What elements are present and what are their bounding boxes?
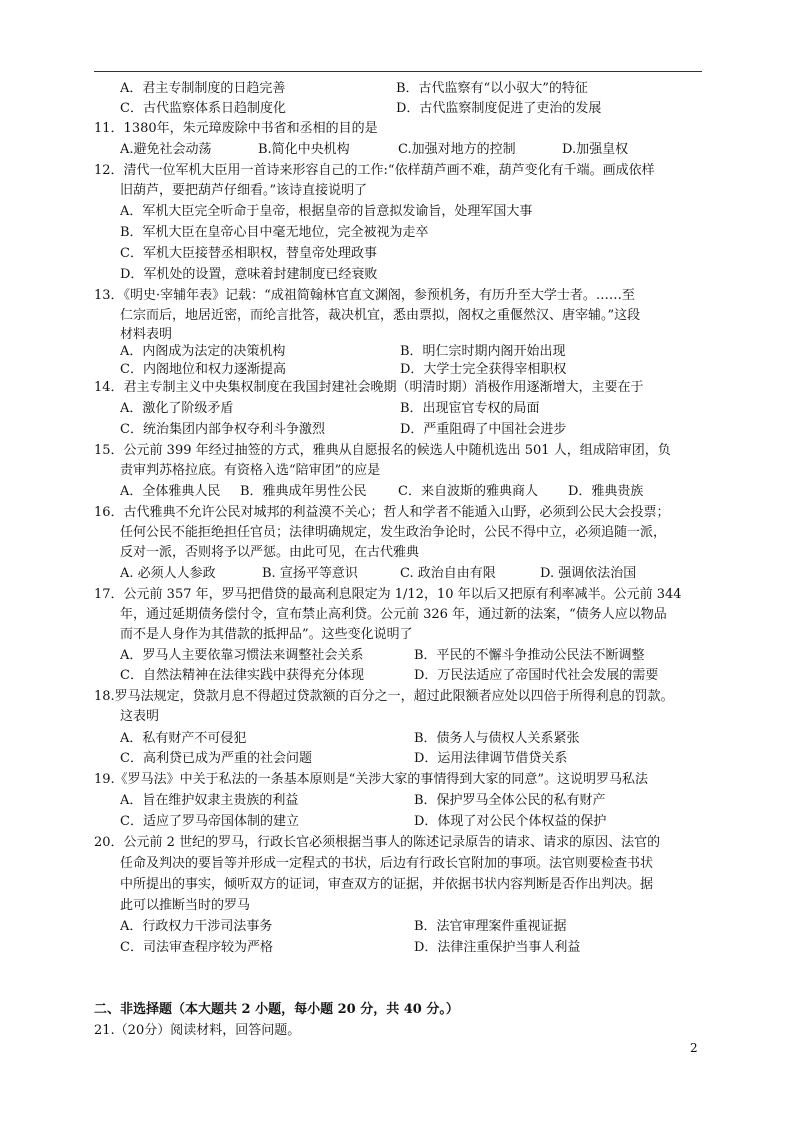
q13-option-b: B．明仁宗时期内阁开始出现 [400,344,566,359]
q19-option-d: D．体现了对公民个体权益的保护 [414,814,607,829]
q15-option-a: A．全体雅典人民 [120,484,221,499]
q14-option-c: C．统治集团内部争权夺利斗争激烈 [120,422,325,437]
section-heading: 二、非选择题（本大题共 2 小题，每小题 20 分，共 40 分。） [94,1002,459,1017]
q19-stem: 19.《罗马法》中关于私法的一条基本原则是“关涉大家的事情得到大家的同意”。这说明罗马私法 [94,772,648,787]
q16-stem-line2: 任何公民不能拒绝担任官员；法律明确规定，发生政治争论时，公民不得中立，必须追随一派， [120,525,667,540]
q20-stem-line1: 20．公元前 2 世纪的罗马，行政长官必须根据当事人的陈述记录原告的请求、请求的原因、法官的 [94,835,661,850]
q17-stem-line2: 年，通过延期债务偿付令，宣布禁止高利贷。公元前 326 年，通过新的法案，“债务人应以物品 [120,607,667,622]
q17-option-c: C．自然法精神在法律实践中获得充分体现 [120,668,364,683]
q12-option-b: B．军机大臣在皇帝心目中毫无地位，完全被视为走卒 [120,225,429,240]
q20-option-c: C．司法审查程序较为严格 [120,940,273,955]
q17-option-b: B．平民的不懈斗争推动公民法不断调整 [414,648,645,663]
q14-option-d: D．严重阻碍了中国社会进步 [400,422,567,437]
q18-stem-line1: 18.罗马法规定，贷款月息不得超过贷款额的百分之一，超过此限额者应处以四倍于所得利息的罚款。 [94,689,674,704]
q19-option-c: C．适应了罗马帝国体制的建立 [120,814,299,829]
q16-option-d: D. 强调依法治国 [540,566,637,581]
q10-option-d: D．古代监察制度促进了吏治的发展 [396,101,602,116]
q10-option-a: A．君主专制制度的日趋完善 [120,81,286,96]
q12-stem-line1: 12．清代一位军机大臣用一首诗来形容自己的工作:“依样葫芦画不难，葫芦变化有千端。画成依样 [94,163,655,178]
q12-option-c: C．军机大臣接替丞相职权，替皇帝处理政事 [120,246,377,261]
q21-stem: 21.（20分）阅读材料，回答问题。 [94,1023,301,1038]
q14-option-a: A．激化了阶级矛盾 [120,401,234,416]
q15-option-b: B．雅典成年男性公民 [240,484,367,499]
q17-option-d: D．万民法适应了帝国时代社会发展的需要 [414,668,659,683]
q15-option-d: D．雅典贵族 [568,484,644,499]
q17-option-a: A．罗马人主要依靠习惯法来调整社会关系 [120,648,364,663]
q12-option-d: D．军机处的设置，意味着封建制度已经衰败 [120,267,378,282]
q20-option-a: A．行政权力干涉司法事务 [120,919,273,934]
q19-option-a: A．旨在维护奴隶主贵族的利益 [120,793,299,808]
q16-stem-line3: 反对一派，否则将予以严惩。由此可见，在古代雅典 [120,545,420,560]
q16-option-a: A. 必须人人参政 [120,566,216,581]
q15-stem-line2: 责审判苏格拉底。有资格入选“陪审团”的应是 [120,463,381,478]
q18-option-c: C．高利贷已成为严重的社会问题 [120,751,312,766]
q12-stem-line2: 旧葫芦，要把葫芦仔细看。”该诗直接说明了 [120,183,368,198]
q11-option-c: C.加强对地方的控制 [398,142,516,157]
q18-stem-line2: 这表明 [120,709,160,724]
q18-option-d: D．运用法律调节借贷关系 [414,751,568,766]
q10-option-c: C．古代监察体系日趋制度化 [120,101,286,116]
q15-stem-line1: 15．公元前 399 年经过抽签的方式，雅典从自愿报名的候选人中随机选出 501 人，组成陪审团，负 [94,443,671,458]
q13-option-d: D．大学士完全获得宰相职权 [400,362,567,377]
q20-stem-line3: 中所提出的事实，倾听双方的证词，审查双方的证据，并依据书状内容判断是否作出判决。据 [120,877,654,892]
q14-option-b: B．出现宦官专权的局面 [400,401,540,416]
q18-option-a: A．私有财产不可侵犯 [120,731,247,746]
q17-stem-line3: 而不是人身作为其借款的抵押品”。这些变化说明了 [120,627,413,642]
q11-option-b: B.简化中央机构 [258,142,350,157]
q13-stem-line3: 材料表明 [120,327,173,342]
q17-stem-line1: 17．公元前 357 年，罗马把借贷的最高利息限定为 1/12，10 年以后又把原有利率减半。公元前 344 [94,587,682,602]
q11-stem: 11．1380年，朱元璋废除中书省和丞相的目的是 [94,121,378,136]
q13-stem-line2: 仁宗而后，地居近密，而纶言批答，裁决机宜，悉由票拟，阁权之重偃然汉、唐宰辅。”这段 [120,308,641,323]
q20-option-b: B．法官审理案件重视证据 [414,919,567,934]
q20-stem-line2: 任命及判决的要旨等并形成一定程式的书状，后边有行政长官附加的事项。法官则要检查书状 [120,856,654,871]
page-number: 2 [690,1041,698,1055]
q19-option-b: B．保护罗马全体公民的私有财产 [414,793,606,808]
q13-option-c: C．内阁地位和权力逐渐提高 [120,362,286,377]
q20-option-d: D．法律注重保护当事人利益 [414,940,581,955]
q18-option-b: B．债务人与债权人关系紧张 [414,731,580,746]
q11-option-d: D.加强皇权 [562,142,629,157]
q10-option-b: B．古代监察有“以小驭大”的特征 [396,81,588,96]
q16-option-b: B. 宣扬平等意识 [262,566,358,581]
q16-stem-line1: 16．古代雅典不允许公民对城邦的利益漠不关心；哲人和学者不能遁入山野，必须到公民大会投票； [94,505,670,520]
q14-stem: 14．君主专制主义中央集权制度在我国封建社会晚期（明清时期）消极作用逐渐增大，主要在于 [94,380,644,395]
header-rule [94,71,702,72]
q13-stem-line1: 13．《明史·宰辅年表》记载：“成祖简翰林官直文渊阁，参预机务，有历升至大学士者。……至 [94,288,635,303]
q16-option-c: C. 政治自由有限 [400,566,496,581]
q20-stem-line4: 此可以推断当时的罗马 [120,898,251,913]
q15-option-c: C．来自波斯的雅典商人 [398,484,538,499]
q12-option-a: A．军机大臣完全听命于皇帝，根据皇帝的旨意拟发谕旨，处理军国大事 [120,204,533,219]
q13-option-a: A．内阁成为法定的决策机构 [120,344,286,359]
q11-option-a: A.避免社会动荡 [120,142,212,157]
